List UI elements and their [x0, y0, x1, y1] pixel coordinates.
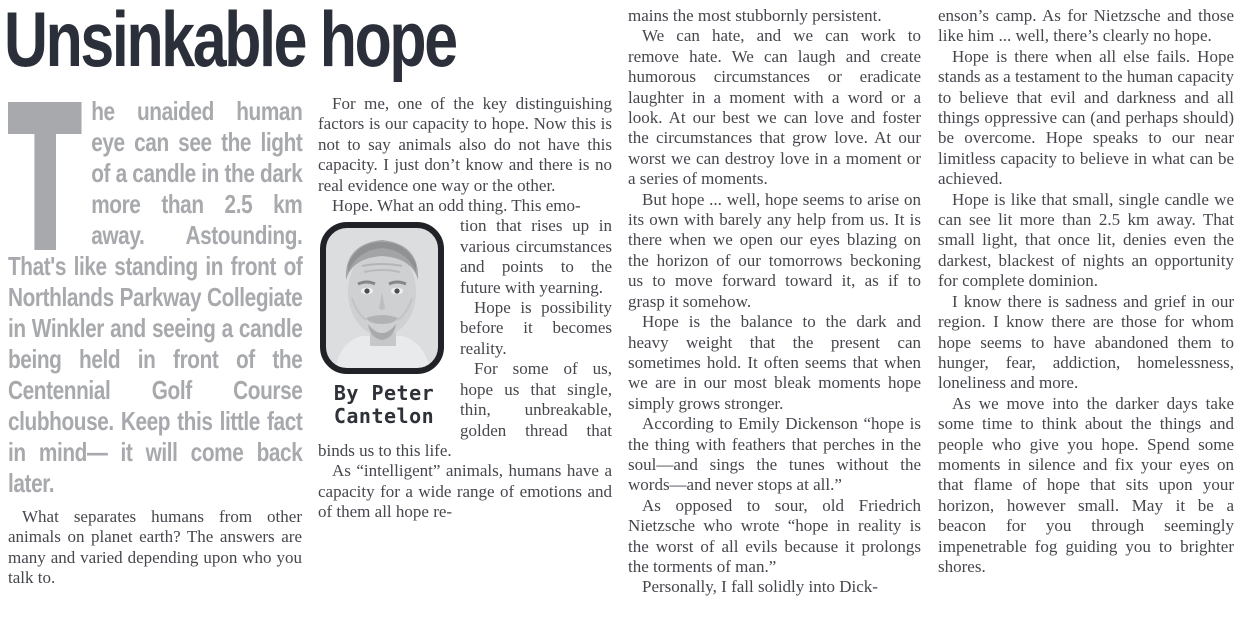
paragraph: Hope is like that small, single candle we can see lit more than 2.5 km away. That small light, that once lit, denies even the darkest, blackest of nights an opportunity for complete dominion. [938, 189, 1234, 291]
paragraph: We can hate, and we can work to remove hate. We can laugh and create humorous circumstances or eradicate laughter in a moment with a word or a look. At our best we can love and foster the circumstances that grow love. At our worst we can destroy love in a moment or a series of moments. [628, 26, 921, 189]
paragraph: As “intelligent” animals, humans have a capacity for a wide range of emotions and of them all hope re- [318, 461, 612, 522]
column-4 [938, 6, 1234, 642]
paragraph: For some of us, hope us that single, thin, unbreakable, golden thread that binds us to this life. [318, 359, 612, 460]
paragraph: Hope is the balance to the dark and heavy weight that the present can sometimes hold. It often seems that when we are in our most bleak moments hope simply grows stronger. [628, 312, 921, 413]
lede-text: he unaided human eye can see the light of a candle in the dark more than 2.5 km away. Astounding. That's like standing in front of Northlands Parkway Collegiate in Winkler and seeing a candle being held in front of the Centennial Golf Course clubhouse. Keep this little fact in mind— it will come back later. [8, 96, 303, 498]
paragraph: As we move into the darker days take some time to think about the things and people who give you hope. Spend some moments in silence and fix your eyes on that flame of hope that sits upon your horizon, however small. May it be a beacon for you through seemingly impenetrable fog guiding you to brighter shores. [938, 393, 1234, 576]
paragraph: As opposed to sour, old Friedrich Nietzsche who wrote “hope in reality is the worst of all evils because it prolongs the torments of man.” [628, 495, 921, 576]
lede-paragraph [8, 96, 302, 499]
author-photo [318, 220, 446, 376]
author-block [318, 220, 450, 428]
column-2 [318, 94, 612, 523]
paragraph: According to Emily Dickenson “hope is the thing with feathers that perches in the soul—and sings the tunes without the words—and never stops at all.” [628, 414, 921, 495]
paragraph: Hope is there when all else fails. Hope stands as a testament to the human capacity to believe that evil and darkness and all things oppressive can (and perhaps should) be overcome. Hope speaks to our near limitless capacity to believe in what can be achieved. [938, 46, 1234, 189]
paragraph: Personally, I fall solidly into Dick- [642, 577, 878, 597]
column-3 [628, 6, 921, 642]
paragraph: I know there is sadness and grief in our region. I know there are those for whom hope seems to have abandoned them to hunger, fear, addiction, homelessness, loneliness and more. [938, 291, 1234, 393]
paragraph: Hope. What an odd thing. This emo- [332, 196, 581, 216]
drop-cap-t [8, 102, 82, 250]
paragraph: enson’s camp. As for Nietzsche and those like him ... well, there’s clearly no hope. [938, 6, 1234, 46]
paragraph: But hope ... well, hope seems to arise on its own with barely any help from us. It is there when we open our eyes blazing on the horizon of our tomorrows beckoning us to move forward toward it, as if to grasp it somehow. [628, 189, 921, 311]
byline-line1: By Peter [333, 381, 435, 406]
paragraph: Hope is possibility before it becomes reality. [460, 298, 612, 358]
drop-cap-glyph [8, 102, 82, 250]
paragraph: tion that rises up in various circumstances and points to the future with yearning. [460, 216, 612, 297]
byline-line2: Cantelon [333, 404, 435, 429]
article-title: Unsinkable hope [4, 0, 456, 83]
column-1 [8, 96, 302, 589]
paragraph: mains the most stubbornly persistent. [628, 6, 882, 25]
byline [318, 382, 450, 428]
paragraph: For me, one of the key distinguishing factors is our capacity to hope. Now this is not to say animals also do not have this capacity. I just don’t know and there is no real evidence one way or the other. [318, 94, 612, 195]
paragraph: What separates humans from other animals on planet earth? The answers are many and varied depending upon who you talk to. [8, 507, 302, 588]
